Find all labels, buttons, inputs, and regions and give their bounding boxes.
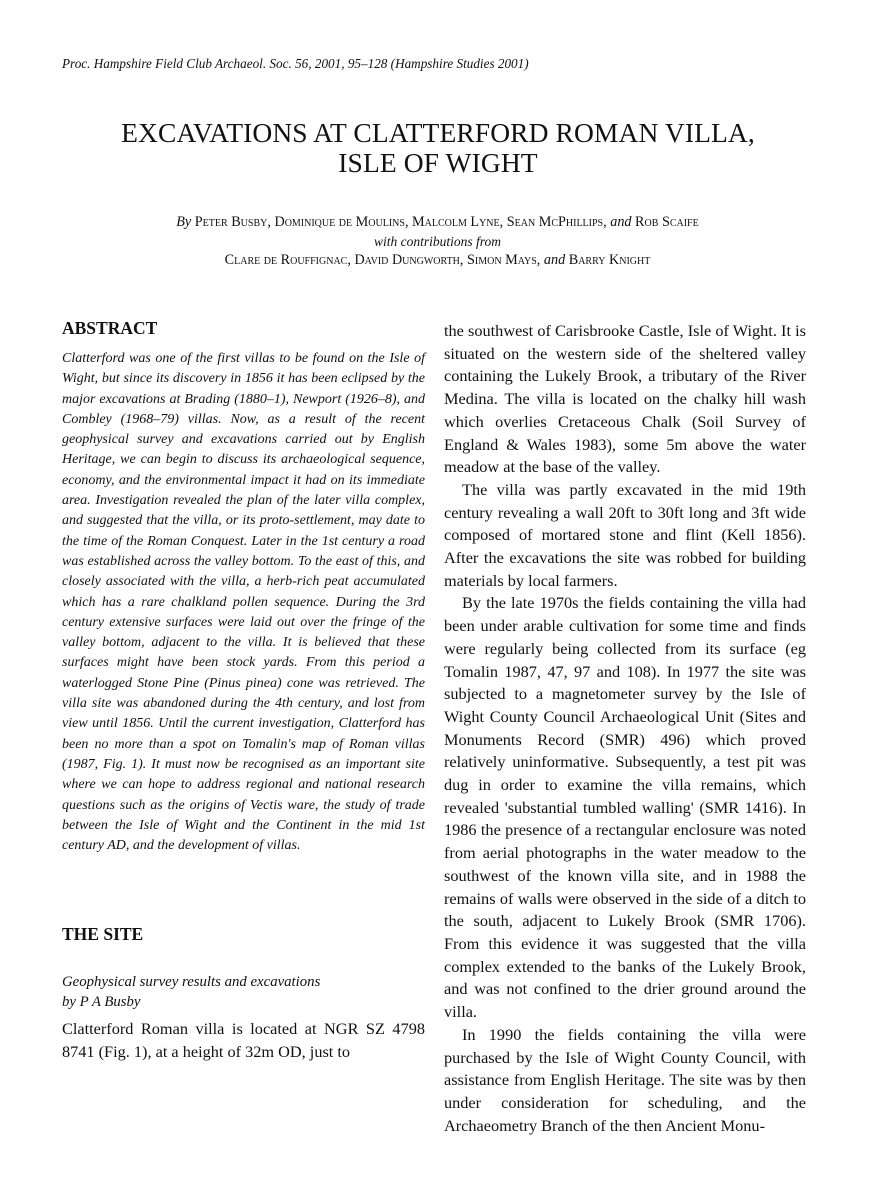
site-heading: THE SITE xyxy=(62,924,144,944)
site-intro-text: Clatterford Roman villa is located at NGR SZ 4798 8741 (Fig. 1), at a height of 32m OD, just to xyxy=(62,1019,425,1061)
contributor-line xyxy=(40,252,835,269)
subheading-line-2: by P A Busby xyxy=(62,994,141,1010)
abstract-text: Clatterford was one of the first villas to be found on the Isle of Wight, but since its discovery in 1856 it has been eclipsed by the major excavations at Brading (1880–1), Newport (1926–8), and Combley (1968–79) villas. Now, as a result of the recent geophysical survey and excavations carried out by English Heritage, we can begin to discuss its archaeological sequence, economy, and the environmental impact it had on its immediate area. Investigation revealed the plan of the later villa complex, and suggested that the villa, or its proto-settlement, may date to the time of the Roman Conquest. Later in the 1st century a road was established across the valley bottom. To the east of this, and closely associated with the villa, a herb-rich peat accumulated which has a rare chalkland pollen sequence. During the 3rd century extensive surfaces were laid out over the fringe of the valley bottom, adjacent to the villa. It is believed that these surfaces might have been stock yards. From this period a waterlogged Stone Pine (Pinus pinea) cone was retrieved. The villa site was abandoned during the 4th century, and lost from view until 1856. Until the current investigation, Clatterford has been no more than a spot on Tomalin's map of Roman villas (1987, Fig. 1). It must now be recognised as an important site where we can hope to address regional and national research questions such as the origins of Vectis ware, the study of trade between the Isle of Wight and the Continent in the mid 1st century AD, and the development of villas. xyxy=(62,351,425,854)
contributions-label: with contributions from xyxy=(373,234,501,249)
abstract-heading: ABSTRACT xyxy=(62,318,158,338)
journal-citation: Proc. Hampshire Field Club Archaeol. Soc. 56, 2001, 95–128 (Hampshire Studies 2001) xyxy=(62,56,529,71)
and-label: and xyxy=(610,214,632,230)
and-label-2: and xyxy=(543,252,566,268)
site-subheading xyxy=(62,972,320,1012)
author-names: Peter Busby, Dominique de Moulins, Malcolm Lyne, Sean McPhillips, xyxy=(194,214,607,230)
body-paragraph: By the late 1970s the fields containing the villa had been under arable cultivation for some time and finds were regularly being collected from its surface (eg Tomalin 1987, 47, 97 and 108). In 1977 the site was subjected to a magnetometer survey by the Isle of Wight County Council Archaeological Unit (Sites and Monuments Record (SMR) 496) which proved relatively uninformative. Subsequently, a test pit was dug in order to examine the villa remains, which revealed 'substantial tumbled walling' (SMR 1416). In 1986 the presence of a rectangular enclosure was noted from aerial photographs in the water meadow to the southwest of the known villa site, and in 1988 the remains of walls were observed in the side of a ditch to the south, adjacent to Lukely Brook (SMR 1706). From this evidence it was suggested that the villa complex extended to the banks of the Lukely Brook, and was not confined to the drier ground around the villa. xyxy=(444,593,806,1022)
body-paragraph: the southwest of Carisbrooke Castle, Isle of Wight. It is situated on the western side of the sheltered valley containing the Lukely Brook, a tributary of the River Medina. The villa is located on the chalky hill wash which overlies Cretaceous Chalk (Soil Survey of England & Wales 1983), some 5m above the water meadow at the base of the valley. xyxy=(444,321,806,477)
author-line xyxy=(40,214,835,231)
article-title xyxy=(60,118,816,178)
body-paragraph: The villa was partly excavated in the mid 19th century revealing a wall 20ft to 30ft long and 3ft wide composed of mortared stone and flint (Kell 1856). After the excavations the site was robbed for building materials by local farmers. xyxy=(444,479,806,590)
body-paragraph: In 1990 the fields containing the villa were purchased by the Isle of Wight County Council, with assistance from English Heritage. The site was by then under consideration for scheduling, and the Archaeometry Branch of the then Ancient Monu- xyxy=(444,1024,806,1135)
left-column xyxy=(62,318,425,856)
contributor-names: Clare de Rouffignac, David Dungworth, Simon Mays, xyxy=(224,252,541,268)
contributor-last: Barry Knight xyxy=(568,252,651,268)
author-last: Rob Scaife xyxy=(635,214,699,230)
right-column xyxy=(444,320,806,1137)
subheading-line-1: Geophysical survey results and excavations xyxy=(62,974,321,990)
by-label: By xyxy=(176,214,192,230)
title-line-2: ISLE OF WIGHT xyxy=(338,147,538,178)
title-line-1: EXCAVATIONS AT CLATTERFORD ROMAN VILLA, xyxy=(121,117,755,148)
